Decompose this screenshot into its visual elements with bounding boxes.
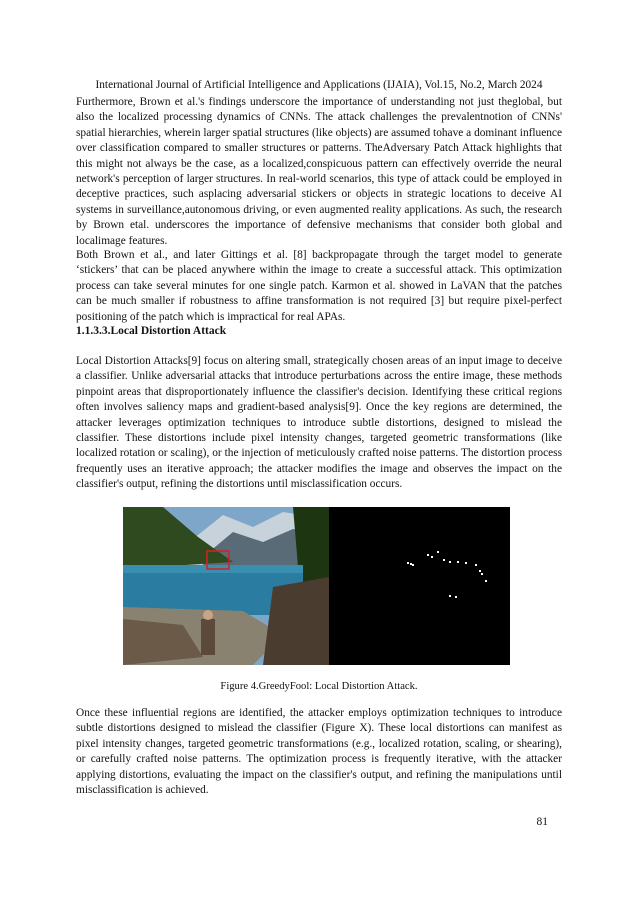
mask-dot <box>412 564 414 566</box>
page-number: 81 <box>536 816 548 828</box>
paragraph-1: Furthermore, Brown et al.'s findings underscore the importance of understanding not just theglobal, but also the localized processing dynamics of CNNs. The attack challenges the prevalentnotion of CNNs' spatial hierarchies, wherein larger spatial structures (like objects) are assumed tohave a dominant influence over classification compared to smaller structures or patterns. TheAdversary Patch Attack highlights that this might not always be the case, as a localized,conspicuous pattern can effectively override the neural network's perception of larger structures. In real-world scenarios, this type of attack could be employed in deceptive practices, such asplacing adversarial stickers or objects in strategic locations to deceive AI systems in surveillance,autonomous driving, or even augmented reality applications. As such, the research by Brown etal. underscores the importance of defensive mechanisms that consider both global and localimage features. <box>76 96 562 247</box>
lake-photo-svg <box>123 507 329 665</box>
mask-dot <box>410 563 412 565</box>
section-heading: 1.1.3.3.Local Distortion Attack <box>76 325 227 337</box>
paragraph-2: Both Brown et al., and later Gittings et al. [8] backpropagate through the target model to generate ‘stickers’ that can be placed anywhere within the image to create a successful attack. This optimization process can take several minutes for one single patch. Karmon et al. showed in LaVAN that the patches can be much smaller if robustness to affine transformation is not required [3] but require pixel-perfect positioning of the patch which is impractical for real APAs. <box>76 249 562 323</box>
lake-photo <box>123 507 329 665</box>
mask-dot <box>457 561 459 563</box>
mask-dot <box>479 570 481 572</box>
mask-dot <box>449 595 451 597</box>
running-header: International Journal of Artificial Intelligence and Applications (IJAIA), Vol.15, No.2, March 2024 <box>95 79 543 91</box>
mask-dot <box>443 559 445 561</box>
mask-dot <box>437 551 439 553</box>
distortion-mask <box>329 507 510 665</box>
mask-dot <box>455 596 457 598</box>
mask-dot <box>431 556 433 558</box>
mask-dot <box>465 562 467 564</box>
distortion-mask-svg <box>329 507 510 665</box>
mask-dot <box>449 561 451 563</box>
mask-dot <box>407 562 409 564</box>
paragraph-3: Local Distortion Attacks[9] focus on altering small, strategically chosen areas of an input image to deceive a classifier. Unlike adversarial attacks that introduce perturbations across the entire image, these methods pinpoint areas that disproportionately influence the classifier's decision. Identifying these critical regions often involves saliency maps and gradient-based analysis[9]. Once the key regions are determined, the attacker leverages optimization techniques to introduce subtle distortions, designed to mislead the classifier. These distortions include pixel intensity changes, targeted geometric transformations (like localized rotation or scaling), or the injection of meticulously crafted noise patterns. The distortion process frequently uses an iterative approach; the attacker modifies the image and observes the impact on the classifier's output, refining the distortions until misclassification occurs. <box>76 355 562 491</box>
mask-dot <box>481 573 483 575</box>
mask-dot <box>485 580 487 582</box>
figure-4 <box>123 507 510 665</box>
mask-dot <box>427 554 429 556</box>
mask-dot <box>475 564 477 566</box>
figure-caption: Figure 4.GreedyFool: Local Distortion Attack. <box>220 681 418 692</box>
paragraph-4: Once these influential regions are identified, the attacker employs optimization techniques to introduce subtle distortions designed to mislead the classifier (Figure X). These local distortions can manifest as pixel intensity changes, targeted geometric transformations (e.g., localized rotation, scaling, or shearing), or carefully crafted noise patterns. The optimization process is frequently iterative, with the attacker applying distortions, evaluating the impact on the classifier's output, and refining the manipulations until misclassification is achieved. <box>76 707 562 797</box>
